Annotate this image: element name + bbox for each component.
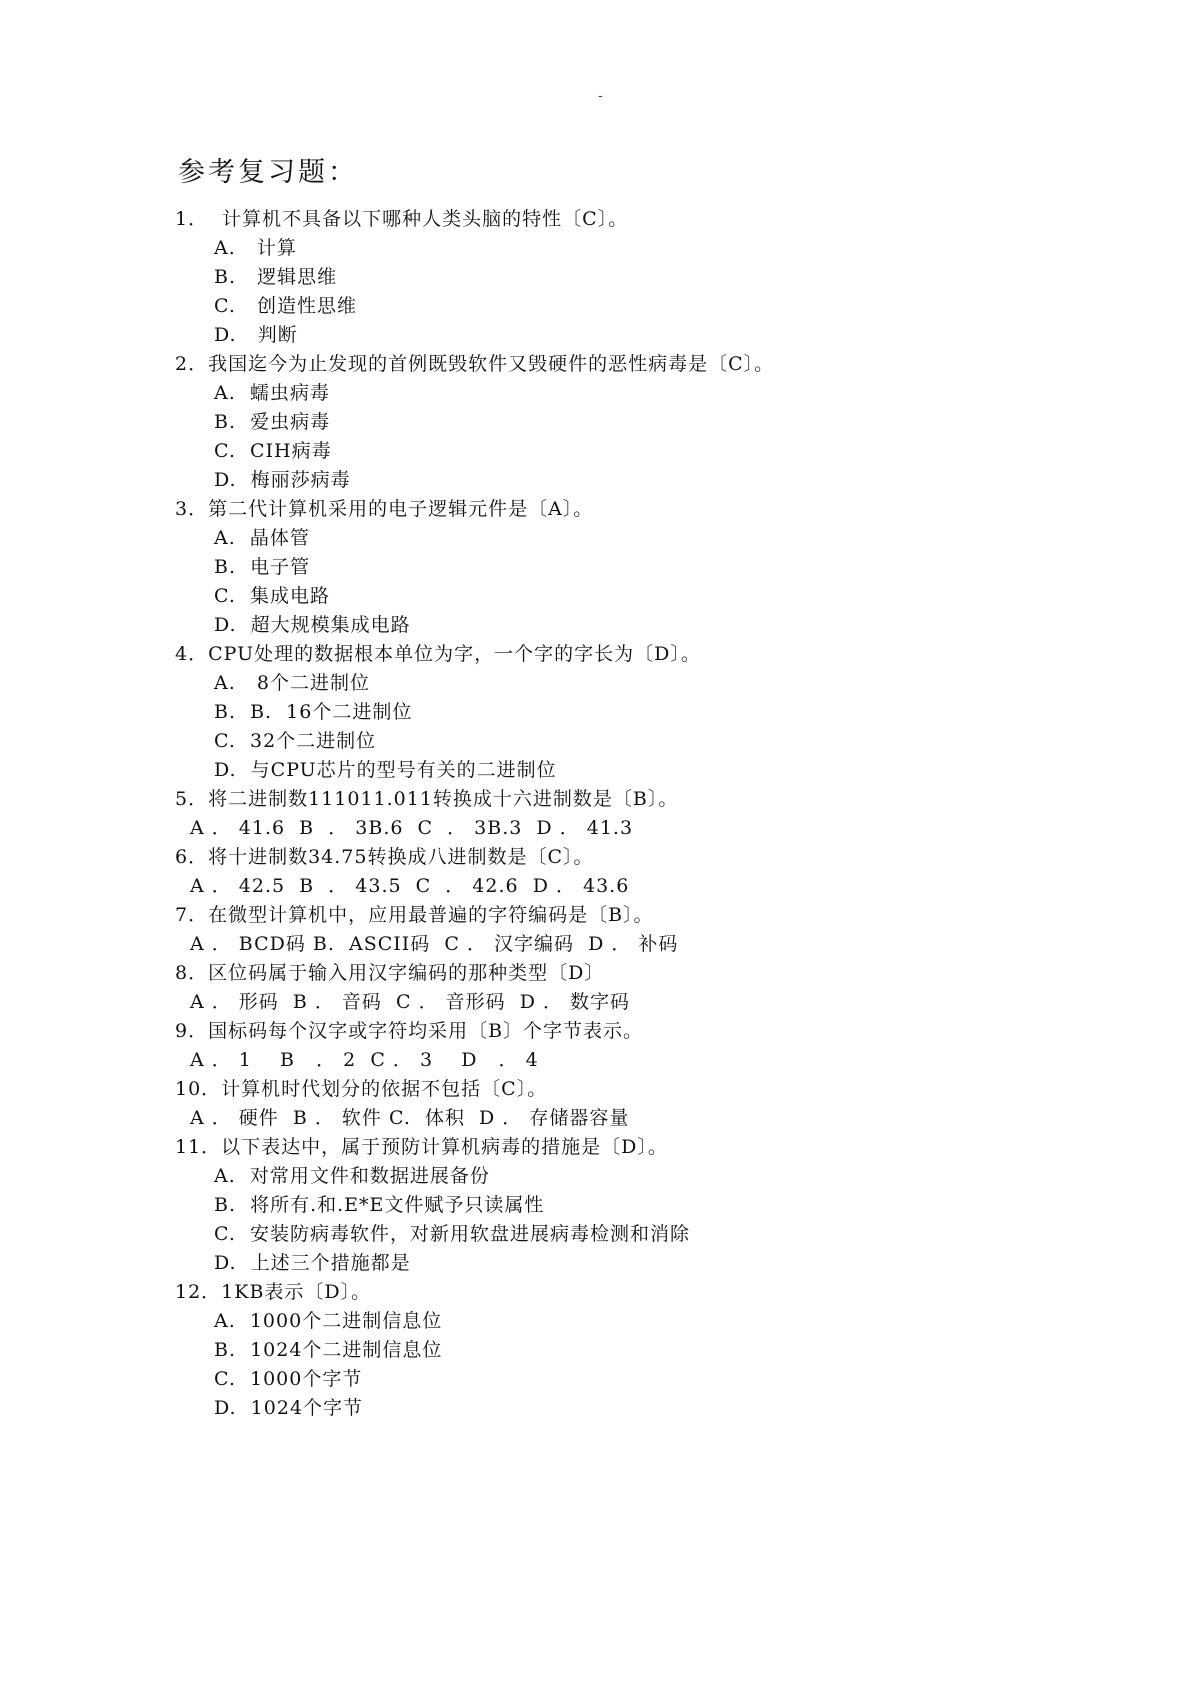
question-option: C. 创造性思维 bbox=[214, 295, 358, 317]
question-options-inline: A ． 42.5 B ． 43.5 C ． 42.6 D ． 43.6 bbox=[190, 875, 630, 897]
question-options-inline: A ． 形码 B ． 音码 C ． 音形码 D ． 数字码 bbox=[190, 991, 631, 1013]
question-option: B. 爱虫病毒 bbox=[214, 411, 331, 433]
question-option: C. 集成电路 bbox=[214, 585, 330, 607]
question-stem: 2．我国迄今为止发现的首例既毁软件又毁硬件的恶性病毒是〔C〕。 bbox=[175, 353, 775, 375]
question-options-inline: A ． BCD码 B. ASCII码 C ． 汉字编码 D ． 补码 bbox=[190, 933, 679, 955]
question-option: C. 安装防病毒软件，对新用软盘进展病毒检测和消除 bbox=[214, 1223, 690, 1245]
question-stem: 12．1KB表示〔D〕。 bbox=[175, 1281, 372, 1303]
page-title: 参考复习题： bbox=[178, 157, 358, 188]
question-option: A. 计算 bbox=[214, 237, 297, 259]
question-stem: 11．以下表达中，属于预防计算机病毒的措施是〔D〕。 bbox=[175, 1136, 668, 1158]
question-option: D. 判断 bbox=[214, 324, 298, 346]
question-stem: 1． 计算机不具备以下哪种人类头脑的特性〔C〕。 bbox=[175, 208, 629, 230]
question-option: A. 晶体管 bbox=[214, 527, 310, 549]
question-option: C. 1000个字节 bbox=[214, 1368, 363, 1390]
question-option: D. 上述三个措施都是 bbox=[214, 1252, 411, 1274]
question-stem: 7．在微型计算机中，应用最普遍的字符编码是〔B〕。 bbox=[175, 904, 654, 926]
question-option: A. 对常用文件和数据进展备份 bbox=[214, 1165, 490, 1187]
question-option: B. 电子管 bbox=[214, 556, 311, 578]
question-option: A. 蠕虫病毒 bbox=[214, 382, 330, 404]
question-options-inline: A ． 1 B ． 2 C ． 3 D ． 4 bbox=[190, 1049, 539, 1071]
question-stem: 9．国标码每个汉字或字符均采用〔B〕个字节表示。 bbox=[175, 1020, 644, 1042]
question-stem: 8．区位码属于输入用汉字编码的那种类型〔D〕 bbox=[175, 962, 605, 984]
question-option: D. 1024个字节 bbox=[214, 1397, 364, 1419]
header-mark: - bbox=[598, 88, 603, 104]
question-option: D. 与CPU芯片的型号有关的二进制位 bbox=[214, 759, 557, 781]
question-option: C. CIH病毒 bbox=[214, 440, 332, 462]
question-options-inline: A ． 硬件 B ． 软件 C. 体积 D ． 存储器容量 bbox=[190, 1107, 630, 1129]
question-option: B. B. 16个二进制位 bbox=[214, 701, 413, 723]
question-stem: 4．CPU处理的数据根本单位为字，一个字的字长为〔D〕。 bbox=[175, 643, 701, 665]
question-options-inline: A ． 41.6 B ． 3B.6 C ． 3B.3 D ． 41.3 bbox=[190, 817, 634, 839]
question-stem: 3．第二代计算机采用的电子逻辑元件是〔A〕。 bbox=[175, 498, 594, 520]
question-option: B. 逻辑思维 bbox=[214, 266, 338, 288]
question-option: C. 32个二进制位 bbox=[214, 730, 377, 752]
question-option: A. 1000个二进制信息位 bbox=[214, 1310, 443, 1332]
question-stem: 5．将二进制数111011.011转换成十六进制数是〔B〕。 bbox=[175, 788, 679, 810]
question-option: B. 1024个二进制信息位 bbox=[214, 1339, 443, 1361]
question-option: B. 将所有.和.E*E文件赋予只读属性 bbox=[214, 1194, 545, 1216]
question-option: D. 梅丽莎病毒 bbox=[214, 469, 351, 491]
question-option: D. 超大规模集成电路 bbox=[214, 614, 411, 636]
question-option: A. 8个二进制位 bbox=[214, 672, 370, 694]
question-stem: 10．计算机时代划分的依据不包括〔C〕。 bbox=[175, 1078, 548, 1100]
question-stem: 6．将十进制数34.75转换成八进制数是〔C〕。 bbox=[175, 846, 594, 868]
